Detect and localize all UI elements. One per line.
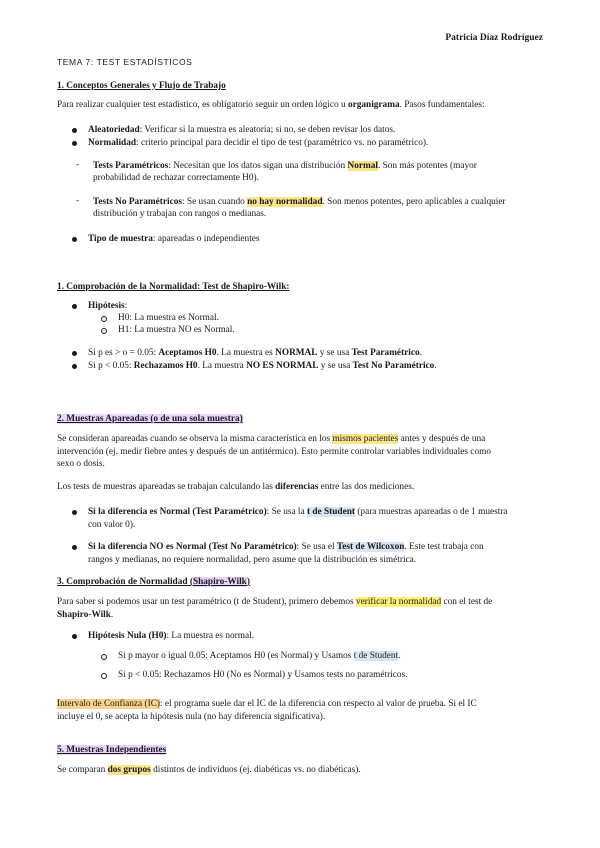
- list-item-tests-no-parametricos: Tests No Paramétricos: Se usan cuando no hay normalidad. Son menos potentes, pero aplicables a cualquier: [93, 197, 506, 207]
- bullet-icon: [72, 351, 77, 356]
- circle-bullet-icon: [101, 328, 107, 334]
- list-item-h0: H0: La muestra es Normal.: [118, 313, 219, 323]
- list-item-hipotesis-nula: Hipótesis Nula (H0): La muestra es normal.: [88, 631, 255, 641]
- bullet-icon: [72, 141, 77, 146]
- list-item-p-less: Si p < 0.05: Rechazamos H0. La muestra NO ES NORMAL y se usa Test No Paramétrico.: [88, 361, 437, 371]
- section-5-paragraph-1: Se comparan dos grupos distintos de individuos (ej. diabéticas vs. no diabéticas).: [57, 765, 361, 775]
- bullet-icon: [72, 634, 77, 639]
- section-1-intro: Para realizar cualquier test estadístico, es obligatorio seguir un orden lógico u organigrama. Pasos fundamentales:: [57, 100, 485, 110]
- bullet-icon: [72, 364, 77, 369]
- list-item-tests-parametricos: Tests Paramétricos: Necesitan que los datos sigan una distribución Normal. Son más potentes (mayor: [93, 161, 477, 171]
- bullet-icon: [72, 304, 77, 309]
- section-3-paragraph-2: Los tests de muestras apareadas se trabajan calculando las diferencias entre las dos mediciones.: [57, 482, 415, 492]
- section-heading-comprobacion-normalidad: 3. Comprobación de Normalidad (Shapiro-Wilk): [57, 577, 250, 587]
- bullet-icon: [72, 510, 77, 515]
- author-name: Patricia Díaz Rodríguez: [445, 33, 543, 43]
- dash-icon: -: [76, 160, 80, 170]
- dash-icon: -: [76, 196, 80, 206]
- section-4-paragraph-1: Para saber si podemos usar un test paramétrico (t de Student), primero debemos verificar la normalidad con el test de Shapiro-Wilk.: [57, 597, 493, 620]
- circle-bullet-icon: [101, 673, 107, 679]
- section-heading-muestras-apareadas: 2. Muestras Apareadas (o de una sola muestra): [57, 414, 243, 424]
- bullet-icon: [72, 128, 77, 133]
- circle-bullet-icon: [101, 654, 107, 660]
- list-item-hipotesis: Hipótesis:: [88, 301, 128, 311]
- list-item-tests-no-parametricos-cont: distribución y trabajan con rangos o medianas.: [93, 209, 267, 219]
- bullet-icon: [72, 237, 77, 242]
- list-item-tipo-muestra: Tipo de muestra: apareadas o independientes: [88, 234, 260, 244]
- list-item-p-menor: Si p < 0.05: Rechazamos H0 (No es Normal) y Usamos tests no paramétricos.: [118, 670, 408, 680]
- list-item-tests-parametricos-cont: probabilidad de rechazar correctamente H0).: [93, 173, 259, 183]
- list-item-diferencia-normal: Si la diferencia es Normal (Test Paramétrico): Se usa la t de Student (para muestras apareadas o de 1 muestra con valor 0).: [88, 507, 508, 530]
- list-item-normalidad: Normalidad: criterio principal para decidir el tipo de test (paramétrico vs. no paramétrico).: [88, 138, 429, 148]
- document-title: TEMA 7: TEST ESTADÍSTICOS: [57, 57, 193, 67]
- confidence-interval-note: Intervalo de Confianza (IC): el programa suele dar el IC de la diferencia con respecto al valor de prueba. Si el IC incluye el 0, se acepta la hipótesis nula (no hay diferencia significativa).: [57, 699, 477, 722]
- section-heading-shapiro-wilk: 1. Comprobación de la Normalidad: Test de Shapiro-Wilk:: [57, 282, 290, 292]
- section-3-paragraph-1: Se consideran apareadas cuando se observa la misma característica en los mismos pacientes antes y después de una intervención (ej. medir fiebre antes y después de un antitérmico). Esto permite controlar variables individuales como sexo o dosis.: [57, 434, 491, 469]
- bullet-icon: [72, 545, 77, 550]
- list-item-diferencia-no-normal: Si la diferencia NO es Normal (Test No Paramétrico): Se usa el Test de Wilcoxon. Este test trabaja con rangos y medianas, no requiere normalidad, pero asume que la distribución es simétrica.: [88, 542, 484, 565]
- list-item-p-mayor: Si p mayor o igual 0.05: Aceptamos H0 (es Normal) y Usamos t de Student.: [118, 651, 401, 661]
- list-item-h1: H1: La muestra NO es Normal.: [118, 325, 235, 335]
- section-heading-muestras-independientes: 5. Muestras Independientes: [57, 745, 167, 755]
- circle-bullet-icon: [101, 316, 107, 322]
- list-item-p-greater: Si p es > o = 0.05: Aceptamos H0. La muestra es NORMAL y se usa Test Paramétrico.: [88, 348, 422, 358]
- section-heading-general-concepts: 1. Conceptos Generales y Flujo de Trabajo: [57, 81, 226, 91]
- list-item-aleatoriedad: Aleatoriedad: Verificar si la muestra es aleatoria; si no, se deben revisar los datos.: [88, 125, 396, 135]
